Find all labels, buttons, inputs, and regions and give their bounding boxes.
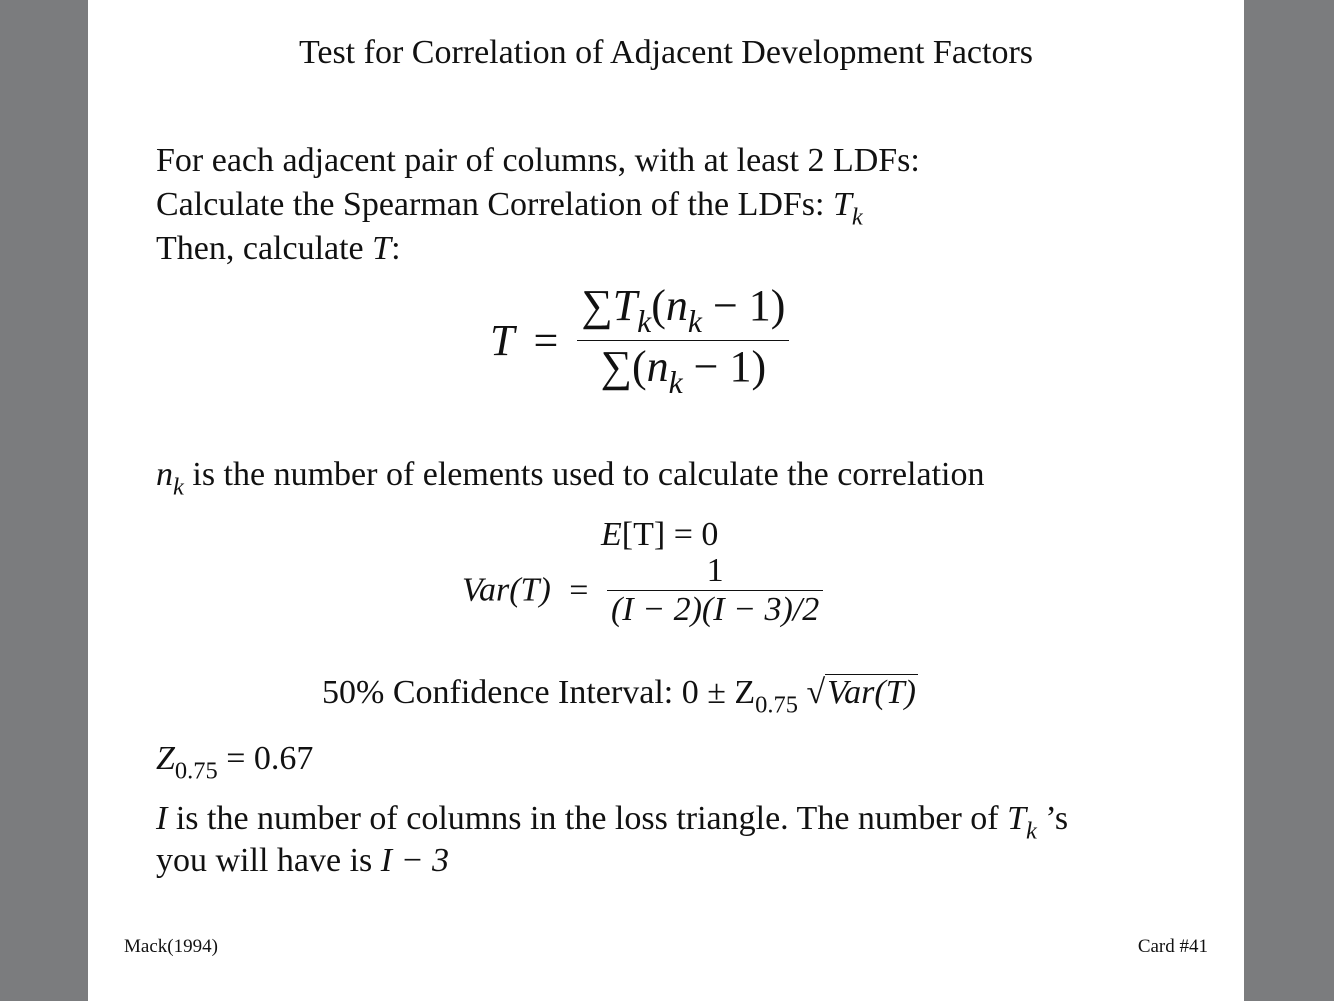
i-definition-line-1: I is the number of columns in the loss triangle. The number of $T_k$ ’s <box>156 800 1069 845</box>
formula-t-eq: = <box>533 316 559 366</box>
confidence-interval <box>322 674 918 719</box>
flashcard-page <box>88 0 1244 1001</box>
formula-t-fraction <box>577 280 789 401</box>
expectation-formula: E[T] = 0 <box>601 516 719 553</box>
intro-line-3-text: Then, calculate <box>156 230 364 267</box>
formula-t-lhs: T <box>490 316 515 366</box>
confidence-label: 50% Confidence Interval: <box>322 674 674 711</box>
variance-lhs: Var(T) <box>462 571 551 609</box>
tk-symbol: $T_k$ <box>832 186 863 231</box>
nk-definition: $n_k$ is the number of elements used to calculate the correlation <box>156 456 985 501</box>
formula-t-denominator: $\sum(n_k - 1)$ <box>577 340 789 401</box>
variance-denominator: (I − 2)(I − 3)/2 <box>607 590 823 629</box>
variance-fraction <box>607 552 823 629</box>
formula-t <box>490 280 789 401</box>
confidence-expr: $0 \pm Z_{0.75}$ <box>681 674 798 719</box>
intro-line-2 <box>156 186 863 231</box>
footer-source: Mack(1994) <box>124 936 218 957</box>
t-symbol: T <box>372 230 392 267</box>
variance-numerator: 1 <box>706 552 724 589</box>
formula-t-numerator: $\sum T_k(n_k - 1)$ <box>581 281 786 340</box>
sqrt-symbol: √Var(T) <box>806 674 916 711</box>
footer-card-number: Card #41 <box>1137 936 1208 957</box>
i-definition-line-2: you will have is I − 3 <box>156 842 450 879</box>
intro-line-1: For each adjacent pair of columns, with at least 2 LDFs: <box>156 142 920 179</box>
variance-eq: = <box>569 571 589 609</box>
card-title: Test for Correlation of Adjacent Development Factors <box>298 34 1034 71</box>
intro-line-2-text: Calculate the Spearman Correlation of the LDFs: <box>156 186 825 223</box>
intro-line-3: Then, calculate T: <box>156 230 401 267</box>
z-value: $Z_{0.75} = 0.67$ <box>156 740 314 785</box>
variance-formula <box>462 552 823 629</box>
